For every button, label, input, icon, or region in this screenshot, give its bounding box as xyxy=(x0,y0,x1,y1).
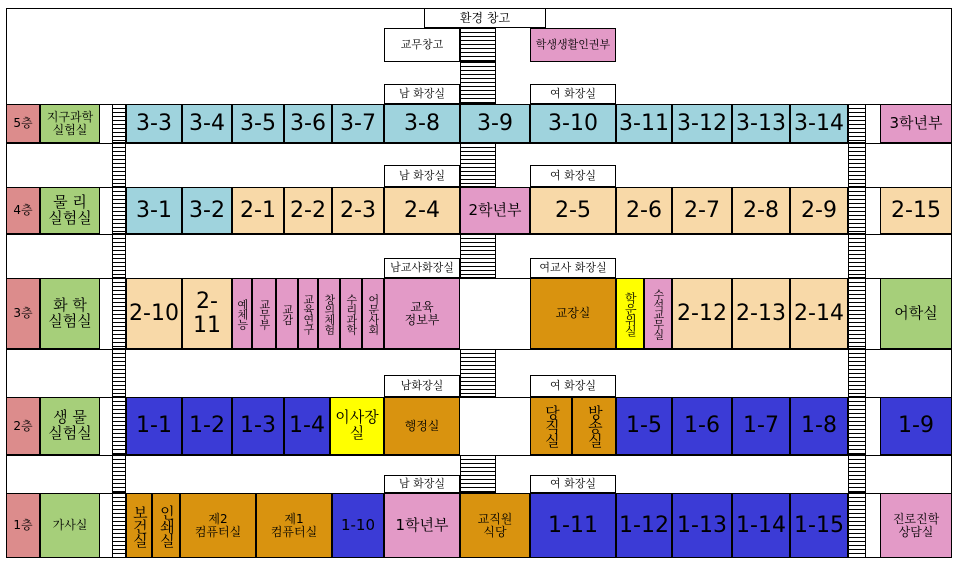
room-3-1: 3-1 xyxy=(126,187,182,234)
restroom-m-1: 남 화장실 xyxy=(384,475,460,493)
room-3-6: 3-6 xyxy=(284,104,332,143)
room-1-4: 1-4 xyxy=(284,397,330,455)
grade1-office: 1학년부 xyxy=(384,493,460,558)
grade2-office: 2학년부 xyxy=(460,187,530,234)
room-1-8: 1-8 xyxy=(790,397,848,455)
chemistry-lab: 화 학 실험실 xyxy=(40,278,100,349)
earth-science-lab: 지구과학 실험실 xyxy=(40,104,100,143)
room-2-13: 2-13 xyxy=(732,278,790,349)
restroom-f-5: 여 화장실 xyxy=(530,84,616,104)
room-2-10: 2-10 xyxy=(126,278,182,349)
edu-info-dept: 교육 정보부 xyxy=(384,278,460,349)
office-storage: 교무창고 xyxy=(384,28,460,62)
room-2-1: 2-1 xyxy=(232,187,284,234)
room-1-11: 1-11 xyxy=(530,493,616,558)
restroom-f-2: 여 화장실 xyxy=(530,375,616,397)
biology-lab: 생 물 실험실 xyxy=(40,397,100,455)
restroom-m-2: 남화장실 xyxy=(384,375,460,397)
room-1-13: 1-13 xyxy=(672,493,732,558)
room-2-8: 2-8 xyxy=(732,187,790,234)
career-counsel-room: 진로진학 상담실 xyxy=(880,493,952,558)
room-3-12: 3-12 xyxy=(672,104,732,143)
room-3-10: 3-10 xyxy=(530,104,616,143)
head-teacher-office: 수석교무실 xyxy=(644,278,672,349)
computer-lab-1: 제1 컴퓨터실 xyxy=(256,493,332,558)
night-duty-room: 당직실 xyxy=(530,397,572,455)
restroom-f-4: 여 화장실 xyxy=(530,165,616,187)
room-3-5: 3-5 xyxy=(232,104,284,143)
stair-5-center xyxy=(460,62,496,104)
restroom-m-4: 남 화장실 xyxy=(384,165,460,187)
school-council-room: 학운위실 xyxy=(616,278,644,349)
language-lab: 어학실 xyxy=(880,278,952,349)
room-3-11: 3-11 xyxy=(616,104,672,143)
room-3-13: 3-13 xyxy=(732,104,790,143)
room-1-3: 1-3 xyxy=(232,397,284,455)
floor-label-4: 4층 xyxy=(6,187,40,234)
room-2-14: 2-14 xyxy=(790,278,848,349)
dept-room-2: 교감 xyxy=(276,278,298,349)
broadcast-room: 방송실 xyxy=(572,397,616,455)
chairman-office: 이사장실 xyxy=(330,397,384,455)
room-3-8: 3-8 xyxy=(384,104,460,143)
dept-room-4: 창의체험 xyxy=(318,278,340,349)
dept-room-6: 어문사회 xyxy=(362,278,384,349)
room-2-15: 2-15 xyxy=(880,187,952,234)
restroom-m-3: 남교사화장실 xyxy=(384,258,460,278)
env-storage: 환경 창고 xyxy=(424,8,546,28)
dept-room-0: 예체능 xyxy=(232,278,252,349)
floor-label-3: 3층 xyxy=(6,278,40,349)
room-2-3: 2-3 xyxy=(332,187,384,234)
room-1-6: 1-6 xyxy=(672,397,732,455)
room-1-10: 1-10 xyxy=(332,493,384,558)
room-3-2: 3-2 xyxy=(182,187,232,234)
student-rights-office: 학생생활인권부 xyxy=(530,28,616,62)
admin-office: 행정실 xyxy=(384,397,460,455)
floor-label-5: 5층 xyxy=(6,104,40,143)
room-1-7: 1-7 xyxy=(732,397,790,455)
room-1-9: 1-9 xyxy=(880,397,952,455)
restroom-f-1: 여 화장실 xyxy=(530,475,616,493)
dept-room-3: 교육연구 xyxy=(298,278,318,349)
room-2-5: 2-5 xyxy=(530,187,616,234)
restroom-f-3: 여교사 화장실 xyxy=(530,258,616,278)
room-3-14: 3-14 xyxy=(790,104,848,143)
room-2-6: 2-6 xyxy=(616,187,672,234)
stair-top xyxy=(460,28,496,62)
computer-lab-2: 제2 컴퓨터실 xyxy=(180,493,256,558)
room-2-9: 2-9 xyxy=(790,187,848,234)
dept-room-5: 수리과학 xyxy=(340,278,362,349)
room-1-15: 1-15 xyxy=(790,493,848,558)
health-room: 보건실 xyxy=(126,493,152,558)
room-2-11: 2-11 xyxy=(182,278,232,349)
room-3-7: 3-7 xyxy=(332,104,384,143)
staff-cafeteria: 교직원 식당 xyxy=(460,493,530,558)
room-2-2: 2-2 xyxy=(284,187,332,234)
floor-label-1: 1층 xyxy=(6,493,40,558)
stair-5-right xyxy=(848,104,866,143)
room-1-5: 1-5 xyxy=(616,397,672,455)
floor-label-2: 2층 xyxy=(6,397,40,455)
principal-office: 교장실 xyxy=(530,278,616,349)
dept-room-1: 교무부 xyxy=(252,278,276,349)
room-1-2: 1-2 xyxy=(182,397,232,455)
room-3-4: 3-4 xyxy=(182,104,232,143)
grade3-office: 3학년부 xyxy=(880,104,952,143)
room-1-12: 1-12 xyxy=(616,493,672,558)
room-3-9: 3-9 xyxy=(460,104,530,143)
print-room: 인쇄실 xyxy=(152,493,180,558)
stair-5-left xyxy=(112,104,126,143)
room-1-14: 1-14 xyxy=(732,493,790,558)
restroom-m-5: 남 화장실 xyxy=(384,84,460,104)
room-3-3: 3-3 xyxy=(126,104,182,143)
room-2-12: 2-12 xyxy=(672,278,732,349)
home-ec-room: 가사실 xyxy=(40,493,100,558)
room-2-4: 2-4 xyxy=(384,187,460,234)
room-1-1: 1-1 xyxy=(126,397,182,455)
physics-lab: 물 리 실험실 xyxy=(40,187,100,234)
room-2-7: 2-7 xyxy=(672,187,732,234)
